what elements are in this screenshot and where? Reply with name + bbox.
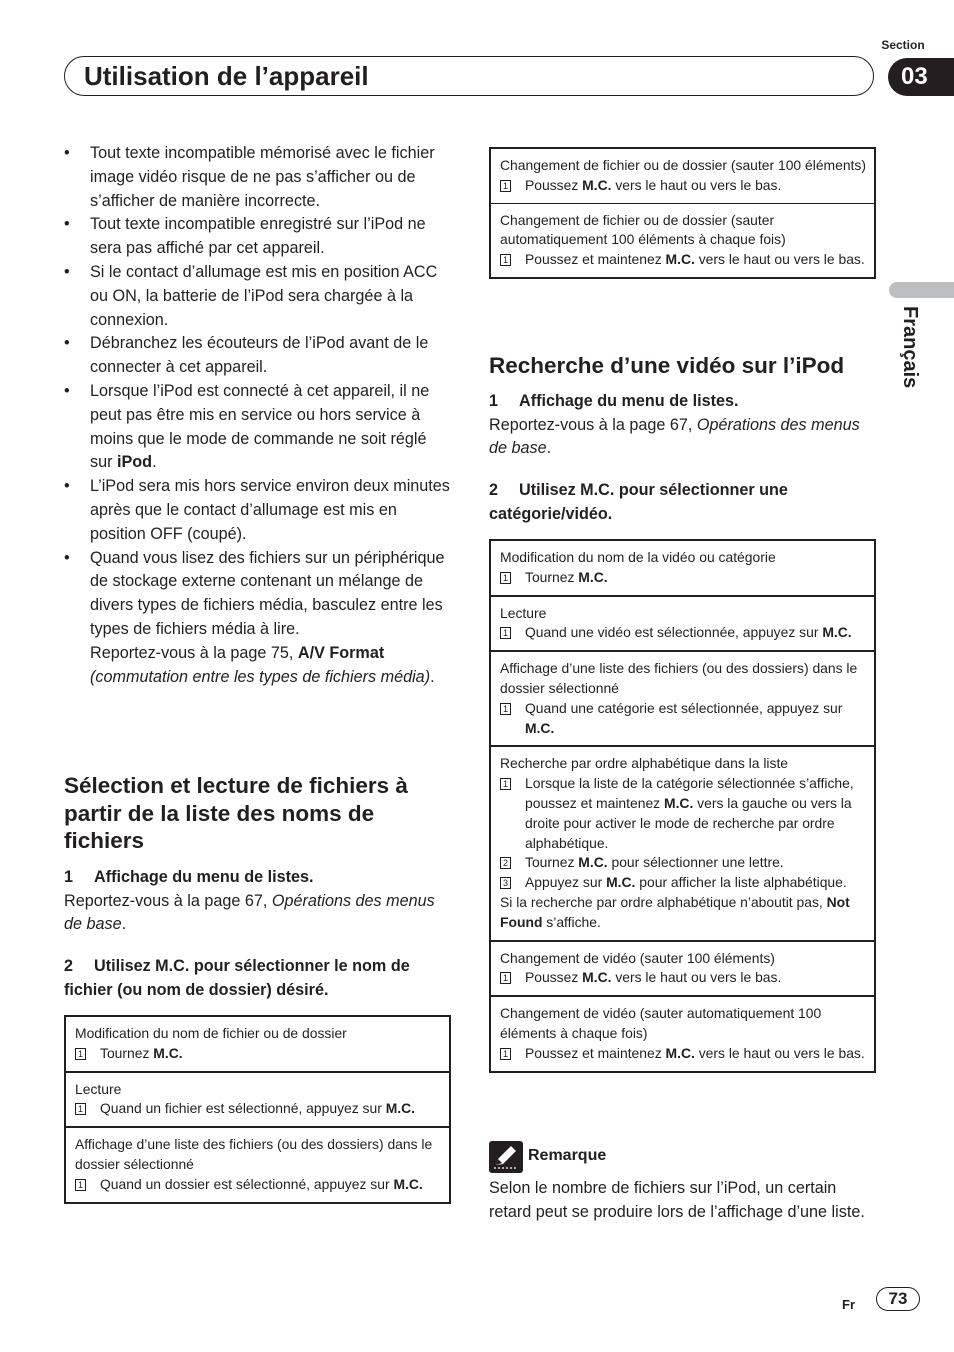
- cross-reference: Reportez-vous à la page 67, Opérations des menus de base.: [489, 415, 860, 458]
- table-row: Modification du nom de fichier ou de dossier 1 Tournez M.C.: [75, 1025, 347, 1061]
- list-item: • Si le contact d’allumage est mis en position ACC ou ON, la batterie de l’iPod sera chargée à la connexion.: [64, 262, 438, 329]
- section-heading: Sélection et lecture de fichiers à partir de la liste des noms de fichiers: [64, 773, 408, 853]
- section-label: Section: [881, 38, 925, 52]
- table-row: Changement de vidéo (sauter automatiquement 100 éléments à chaque fois) 1 Poussez et maintenez M.C. vers le haut ou vers le bas.: [491, 995, 874, 1070]
- left-step-2: 2 Utilisez M.C. pour sélectionner le nom de fichier (ou nom de dossier) désiré.: [64, 957, 410, 999]
- list-item: • L’iPod sera mis hors service environ deux minutes après que le contact d’allumage est mis en position OFF (coupé).: [64, 477, 450, 543]
- table-row: Lecture 1 Quand une vidéo est sélectionnée, appuyez sur M.C.: [491, 595, 874, 651]
- list-item: • Tout texte incompatible enregistré sur l’iPod ne sera pas affiché par cet appareil.: [64, 215, 426, 258]
- page-number: 73: [876, 1287, 920, 1311]
- bullet-list: [64, 142, 452, 689]
- cross-reference: Reportez-vous à la page 75, A/V Format (commutation entre les types de fichiers média).: [90, 643, 435, 686]
- right-step-1: 1 Affichage du menu de listes. Reportez-vous à la page 67, Opérations des menus de base.: [489, 390, 876, 461]
- table-row: Affichage d’une liste des fichiers (ou des dossiers) dans le dossier sélectionné 1 Quand un dossier est sélectionné, appuyez sur M.C.: [66, 1126, 449, 1201]
- table-row: Changement de vidéo (sauter 100 éléments) 1 Poussez M.C. vers le haut ou vers le bas.: [491, 940, 874, 996]
- cross-reference: Reportez-vous à la page 67, Opérations des menus de base.: [64, 891, 435, 934]
- left-column: [64, 142, 452, 689]
- note-title: Remarque: [528, 1147, 607, 1164]
- left-step-1: 1 Affichage du menu de listes. Reportez-vous à la page 67, Opérations des menus de base.: [64, 866, 450, 937]
- right-step-2: 2 Utilisez M.C. pour sélectionner une catégorie/vidéo.: [489, 481, 788, 523]
- operation-table: [489, 539, 876, 1073]
- language-tab-label: Français: [899, 306, 921, 389]
- table-row: Affichage d’une liste des fichiers (ou des dossiers) dans le dossier sélectionné 1 Quand une catégorie est sélectionnée, appuyez sur M.C.: [491, 650, 874, 745]
- table-row: Modification du nom de la vidéo ou catégorie 1 Tournez M.C.: [500, 549, 776, 585]
- table-row: Recherche par ordre alphabétique dans la liste 1 Lorsque la liste de la catégorie sélectionnée s’affiche, poussez et maintenez M.C. vers la gauche ou vers la droite pour activer le mode de recherche par ordre alphabétique. 2 Tournez M.C. pour sélectionner une lettre. 3 Appuyez sur M.C. pour afficher la liste alphabétique. Si la recherche par ordre alphabétique n’aboutit pas, Not Found s’affiche.: [491, 745, 874, 939]
- list-item: • Débranchez les écouteurs de l’iPod avant de le connecter à cet appareil.: [64, 334, 429, 377]
- note-text: Selon le nombre de fichiers sur l’iPod, un certain retard peut se produire lors de l’affichage d’une liste.: [489, 1179, 865, 1221]
- operation-table: [64, 1015, 451, 1204]
- list-item: • Tout texte incompatible mémorisé avec le fichier image vidéo risque de ne pas s’afficher ou de s’afficher de manière incorrecte.: [64, 144, 435, 210]
- table-row: Changement de fichier ou de dossier (sauter automatiquement 100 éléments à chaque fois) 1 Poussez et maintenez M.C. vers le haut ou vers le bas.: [491, 203, 874, 277]
- page-title: Utilisation de l’appareil: [84, 61, 369, 91]
- list-item: • Lorsque l’iPod est connecté à cet appareil, il ne peut pas être mis en service ou hors service à moins que le mode de commande ne soit réglé sur iPod.: [64, 381, 430, 472]
- list-item: • Quand vous lisez des fichiers sur un périphérique de stockage externe contenant un mélange de divers types de fichiers média, basculez entre les types de fichiers média à lire. Reportez-vous à la page 75, A/V Format (commutation entre les types de fichiers média).: [64, 547, 452, 690]
- table-row: Lecture 1 Quand un fichier est sélectionné, appuyez sur M.C.: [66, 1071, 449, 1127]
- pencil-note-icon: [489, 1141, 523, 1173]
- table-row: Changement de fichier ou de dossier (sauter 100 éléments) 1 Poussez M.C. vers le haut ou vers le bas.: [500, 157, 866, 193]
- language-tab: [889, 282, 954, 298]
- operation-table: [489, 147, 876, 279]
- footer-language: Fr: [842, 1297, 855, 1312]
- section-number: 03: [888, 58, 954, 96]
- section-heading: Recherche d’une vidéo sur l’iPod: [489, 353, 845, 378]
